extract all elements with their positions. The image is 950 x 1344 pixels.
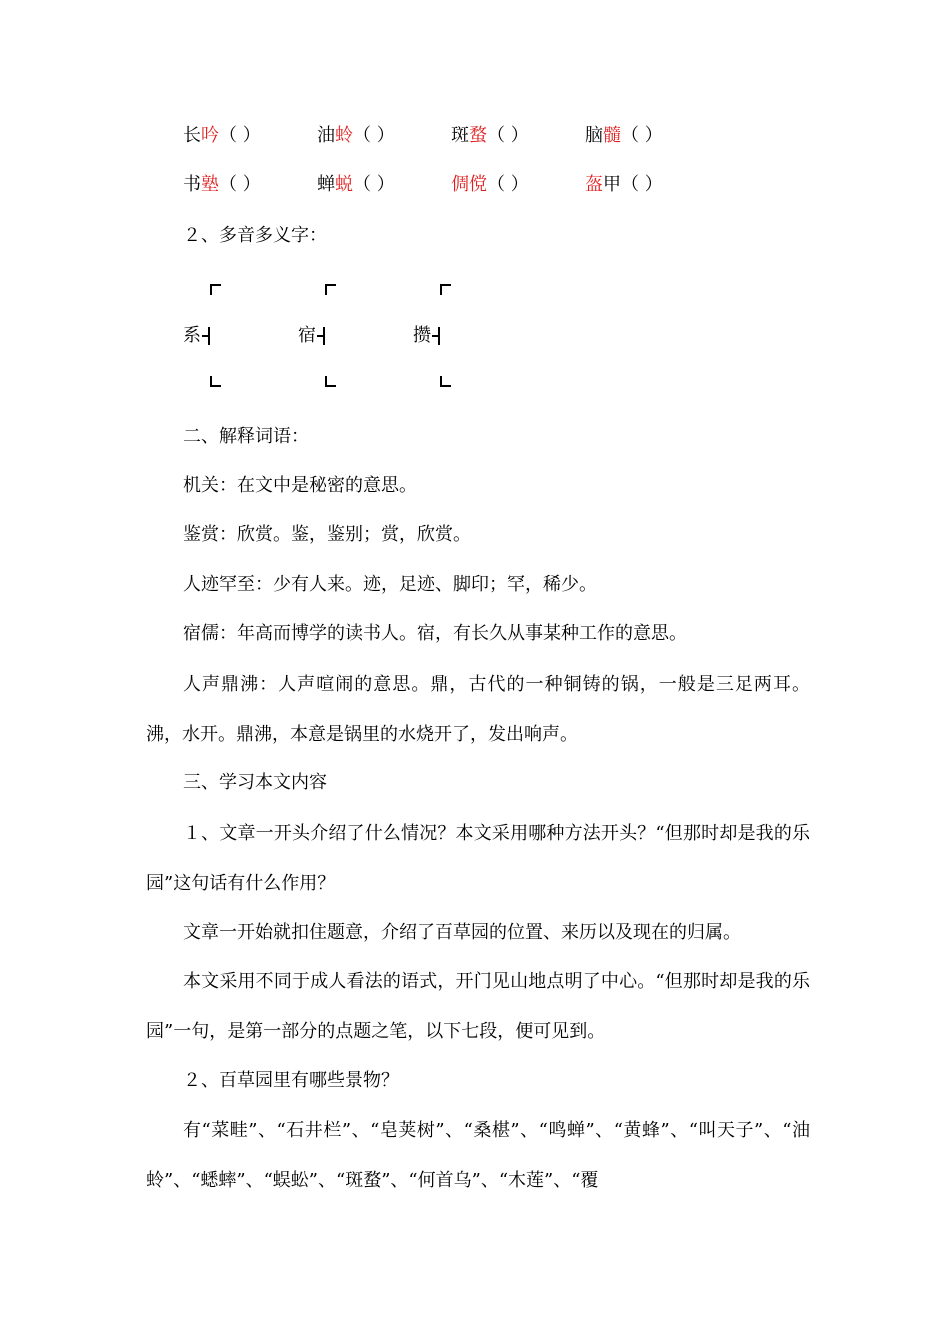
bracket-middle	[202, 327, 211, 345]
question-paragraph: １、文章一开头介绍了什么情况？本文采用哪种方法开头？“但那时却是我的乐园”这句话有什么作用？	[146, 823, 810, 894]
pinyin-item: 书塾（ ）	[183, 174, 261, 195]
answer-blank: （ ）	[621, 174, 663, 195]
highlighted-char: 盔	[585, 174, 603, 195]
answer-blank: （ ）	[353, 125, 395, 146]
answer-blank: （ ）	[353, 174, 395, 195]
bracket-middle	[432, 327, 441, 345]
highlighted-char: 吟	[201, 125, 219, 146]
bracket-top	[440, 284, 451, 295]
polyphone-heading: ２、多音多义字：	[183, 225, 327, 246]
answer-blank: （ ）	[487, 125, 529, 146]
polyphone-char: 宿	[298, 325, 316, 346]
bracket-middle	[317, 327, 326, 345]
pinyin-item: 油蛉（ ）	[317, 125, 395, 146]
section-heading: 三、学习本文内容	[183, 772, 327, 793]
pinyin-item: 脑髓（ ）	[585, 125, 663, 146]
definition-item: 机关：在文中是秘密的意思。	[183, 475, 417, 496]
definition-item: 人迹罕至：少有人来。迹，足迹、脚印；罕，稀少。	[183, 574, 597, 595]
highlighted-char: 蜕	[335, 174, 353, 195]
answer-blank: （ ）	[219, 125, 261, 146]
answer-blank: （ ）	[621, 125, 663, 146]
pinyin-item: 盔甲（ ）	[585, 174, 663, 195]
polyphone-char: 系	[183, 325, 201, 346]
highlighted-char: 髓	[603, 125, 621, 146]
answer-blank: （ ）	[487, 174, 529, 195]
bracket-top	[210, 284, 221, 295]
definition-item: 鉴赏：欣赏。鉴，鉴别；赏，欣赏。	[183, 524, 471, 545]
pinyin-item: 长吟（ ）	[183, 125, 261, 146]
section-heading: 二、解释词语：	[183, 426, 309, 447]
pinyin-item: 斑蝥（ ）	[451, 125, 529, 146]
bracket-bottom	[440, 376, 451, 387]
bracket-top	[325, 284, 336, 295]
highlighted-char: 蝥	[469, 125, 487, 146]
highlighted-char: 塾	[201, 174, 219, 195]
bracket-bottom	[325, 376, 336, 387]
bracket-bottom	[210, 376, 221, 387]
pinyin-item	[451, 173, 529, 197]
definition-item: 宿儒：年高而博学的读书人。宿，有长久从事某种工作的意思。	[183, 623, 687, 644]
pinyin-item: 蝉蜕（ ）	[317, 174, 395, 195]
question-paragraph: ２、百草园里有哪些景物？	[183, 1070, 399, 1091]
answer-blank: （ ）	[219, 174, 261, 195]
highlighted-char: 蛉	[335, 125, 353, 146]
polyphone-char: 攒	[413, 325, 431, 346]
answer-paragraph: 文章一开始就扣住题意，介绍了百草园的位置、来历以及现在的归属。	[183, 922, 741, 943]
highlighted-char: 倜傥	[451, 174, 487, 195]
answer-paragraph: 有“菜畦”、“石井栏”、“皂荚树”、“桑椹”、“鸣蝉”、“黄蜂”、“叫天子”、“油蛉”、“蟋蟀”、“蜈蚣”、“斑蝥”、“何首乌”、“木莲”、“覆	[146, 1120, 810, 1191]
definition-item: 人声鼎沸：人声喧闹的意思。鼎，古代的一种铜铸的锅，一般是三足两耳。沸，水开。鼎沸，本意是锅里的水烧开了，发出响声。	[146, 674, 810, 745]
answer-paragraph: 本文采用不同于成人看法的语式，开门见山地点明了中心。“但那时却是我的乐园”一句，是第一部分的点题之笔，以下七段，便可见到。	[146, 971, 810, 1042]
